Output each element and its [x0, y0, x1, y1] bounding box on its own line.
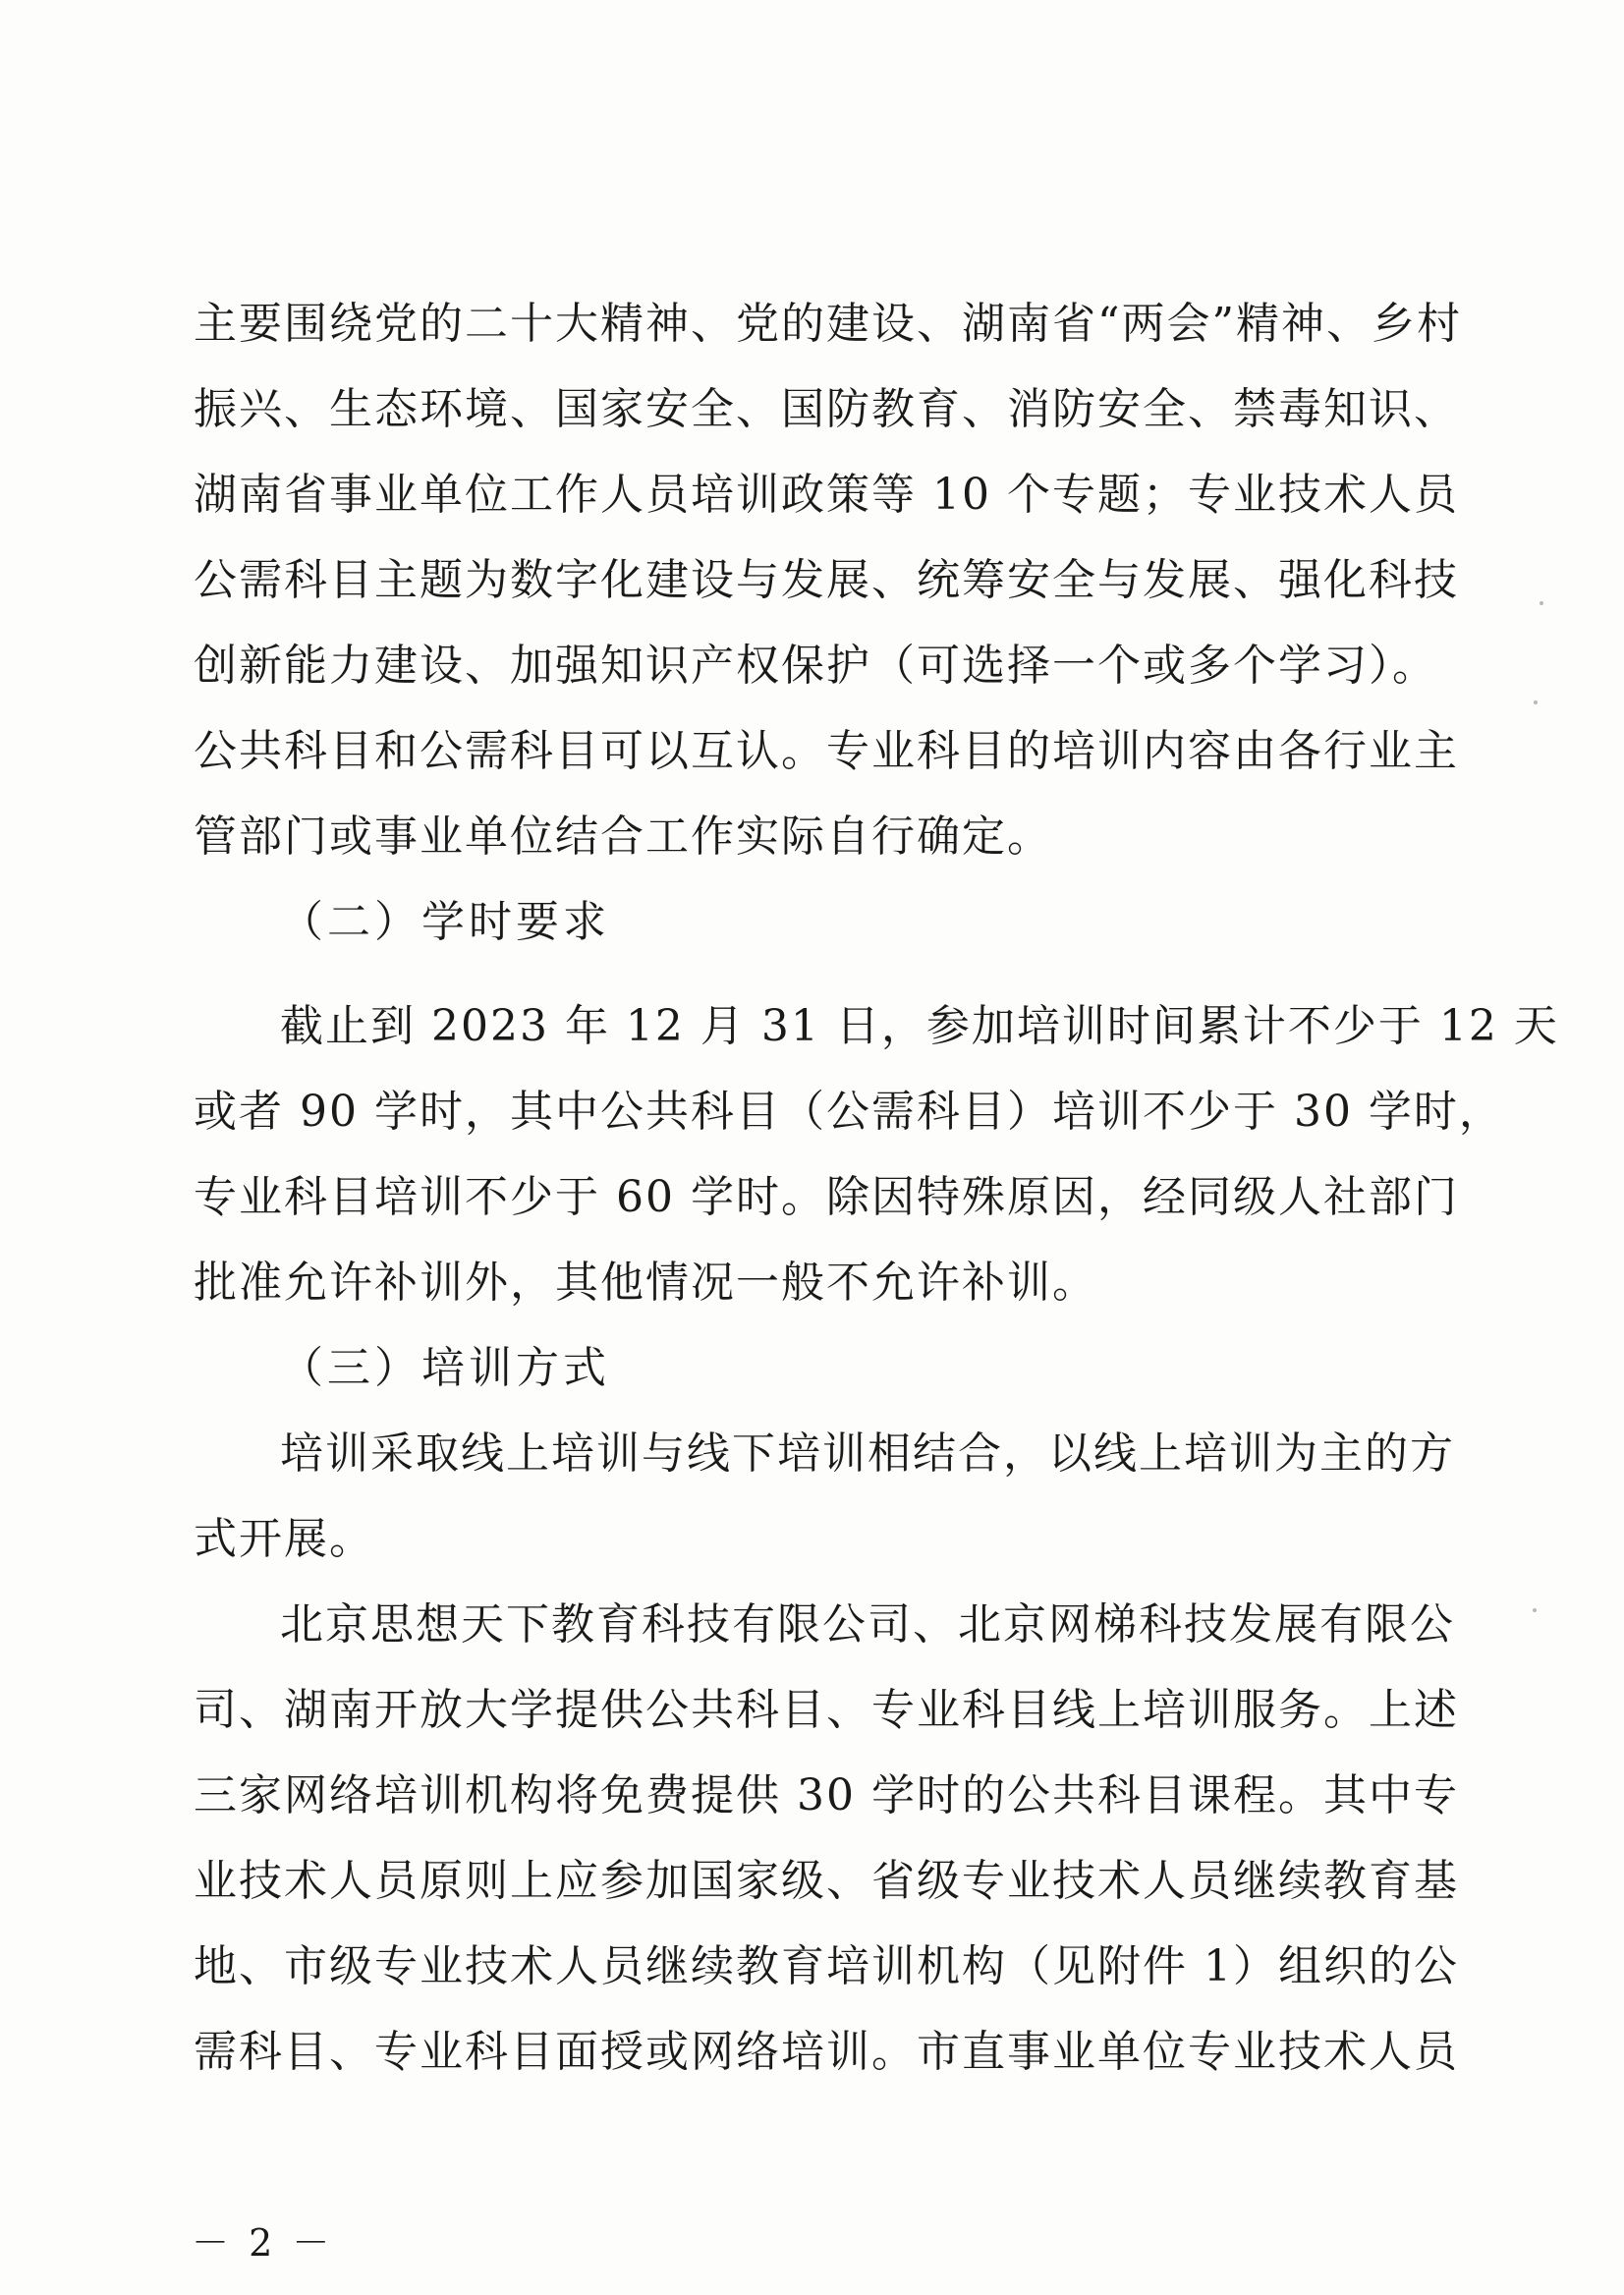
section-heading: （二）学时要求	[280, 897, 610, 947]
body-text-line: 公需科目主题为数字化建设与发展、统筹安全与发展、强化科技	[194, 555, 1459, 605]
body-text-line: 业技术人员原则上应参加国家级、省级专业技术人员继续教育基	[194, 1856, 1459, 1906]
scan-speck	[1533, 1608, 1537, 1612]
body-text-line: 三家网络培训机构将免费提供 30 学时的公共科目课程。其中专	[194, 1770, 1459, 1820]
body-text-line: 管部门或事业单位结合工作实际自行确定。	[194, 812, 1052, 862]
body-text-line: 或者 90 学时，其中公共科目（公需科目）培训不少于 30 学时，	[194, 1087, 1504, 1137]
scan-speck	[1534, 700, 1538, 704]
body-text-line: 司、湖南开放大学提供公共科目、专业科目线上培训服务。上述	[194, 1685, 1459, 1735]
body-text-line: 北京思想天下教育科技有限公司、北京网梯科技发展有限公	[280, 1599, 1455, 1650]
body-text-line: 培训采取线上培训与线下培训相结合，以线上培训为主的方	[280, 1428, 1455, 1479]
body-text-line: 湖南省事业单位工作人员培训政策等 10 个专题；专业技术人员	[194, 470, 1459, 520]
body-text-line: 专业科目培训不少于 60 学时。除因特殊原因，经同级人社部门	[194, 1172, 1459, 1222]
body-text-line: 地、市级专业技术人员继续教育培训机构（见附件 1）组织的公	[194, 1941, 1459, 1991]
body-text-line: 创新能力建设、加强知识产权保护（可选择一个或多个学习）。	[194, 641, 1437, 691]
body-text-line: 公共科目和公需科目可以互认。专业科目的培训内容由各行业主	[194, 726, 1459, 776]
section-heading: （三）培训方式	[280, 1343, 610, 1393]
body-text-line: 式开展。	[194, 1514, 374, 1564]
body-text-line: 主要围绕党的二十大精神、党的建设、湖南省“两会”精神、乡村	[194, 299, 1462, 349]
scan-speck	[1540, 601, 1543, 605]
body-text-line: 振兴、生态环境、国家安全、国防教育、消防安全、禁毒知识、	[194, 384, 1459, 434]
page-number: － 2 －	[192, 2221, 334, 2265]
body-text-line: 需科目、专业科目面授或网络培训。市直事业单位专业技术人员	[194, 2027, 1459, 2077]
body-text-line: 截止到 2023 年 12 月 31 日，参加培训时间累计不少于 12 天	[280, 1001, 1559, 1051]
body-text-line: 批准允许补训外，其他情况一般不允许补训。	[194, 1258, 1097, 1308]
